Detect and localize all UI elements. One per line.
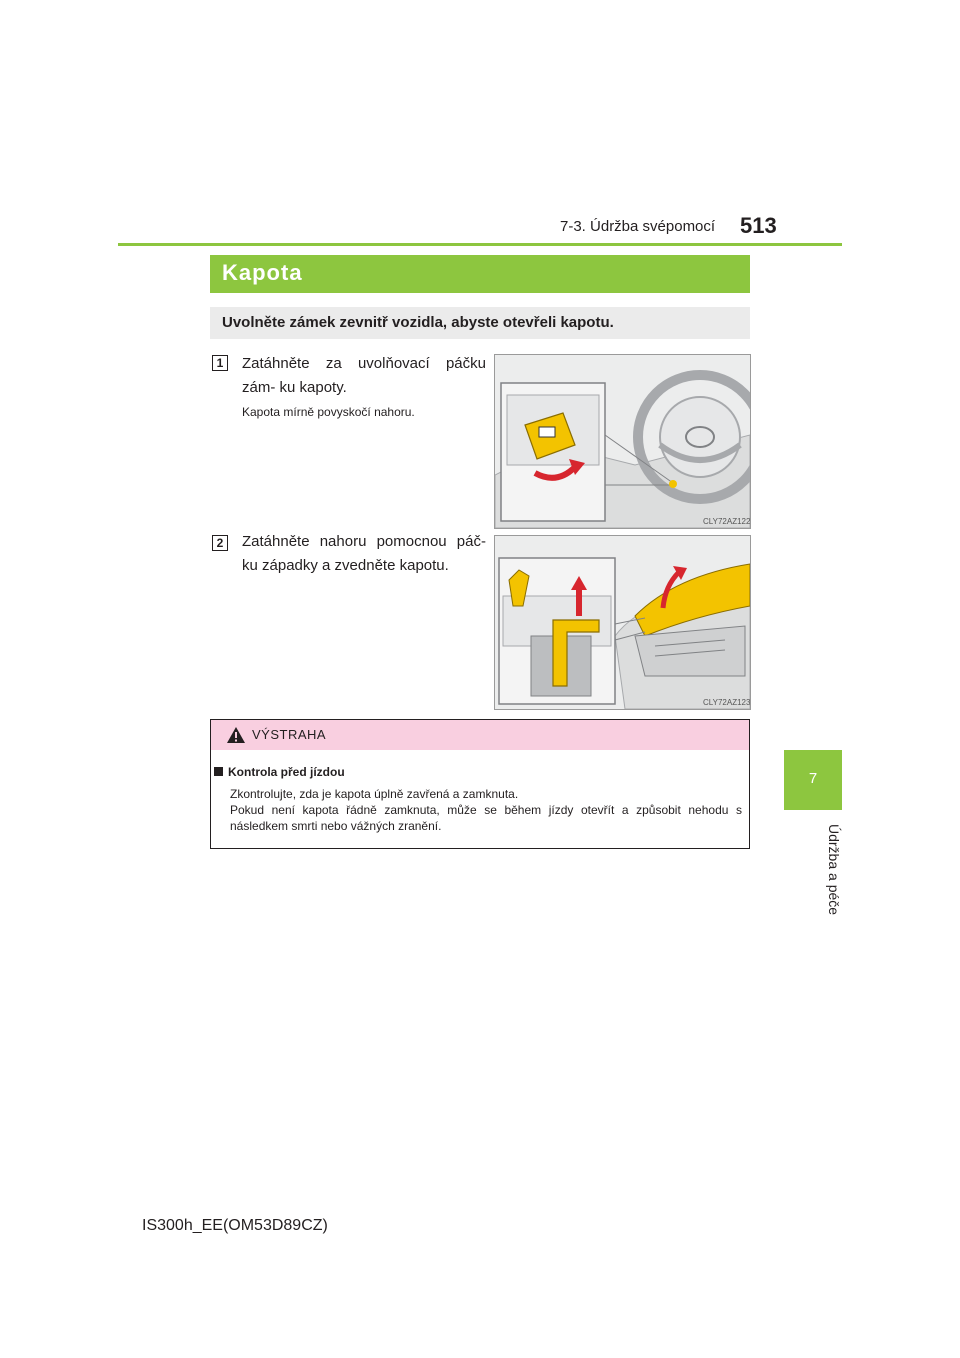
header-rule (118, 243, 842, 246)
step-2-badge: 2 (212, 535, 228, 551)
chapter-title: Údržba a péče (826, 824, 842, 916)
hood-latch-lever-drawing (495, 536, 750, 709)
warning-body-line-2: Pokud není kapota řádně zamknuta, může se během jízdy otevřít a způsobit nehodu s následkem smrti nebo vážných zranění. (230, 803, 742, 833)
hood-release-lever-drawing (495, 355, 750, 528)
section-title: 7-3. Údržba svépomocí (560, 218, 716, 235)
step-1-badge: 1 (212, 355, 228, 371)
footer-model-code: IS300h_EE(OM53D89CZ) (142, 1217, 328, 1234)
page-number: 513 (740, 213, 777, 238)
warning-label: VÝSTRAHA (252, 727, 327, 742)
step-1-text: Zatáhněte za uvolňovací páčku zám- ku kapoty. (242, 355, 486, 396)
warning-body-line-1: Zkontrolujte, zda je kapota úplně zavřená a zamknuta. (230, 787, 519, 801)
page-title: Kapota (222, 260, 303, 285)
warning-item-title: Kontrola před jízdou (228, 765, 345, 779)
step-1-note: Kapota mírně povyskočí nahoru. (242, 405, 415, 419)
intro-text: Uvolněte zámek zevnitř vozidla, abyste otevřeli kapotu. (222, 314, 614, 331)
hood-latch-lever-illustration (494, 535, 751, 710)
bullet-square-icon (214, 767, 223, 776)
step-2-image-code: CLY72AZ123 (703, 698, 751, 707)
warning-body (230, 786, 742, 834)
chapter-number: 7 (808, 770, 818, 787)
warning-icon (226, 726, 246, 749)
step-1-image-code: CLY72AZ122 (703, 517, 751, 526)
hood-release-lever-illustration (494, 354, 751, 529)
step-2-text: Zatáhněte nahoru pomocnou páč- ku západky a zvedněte kapotu. (242, 533, 486, 574)
